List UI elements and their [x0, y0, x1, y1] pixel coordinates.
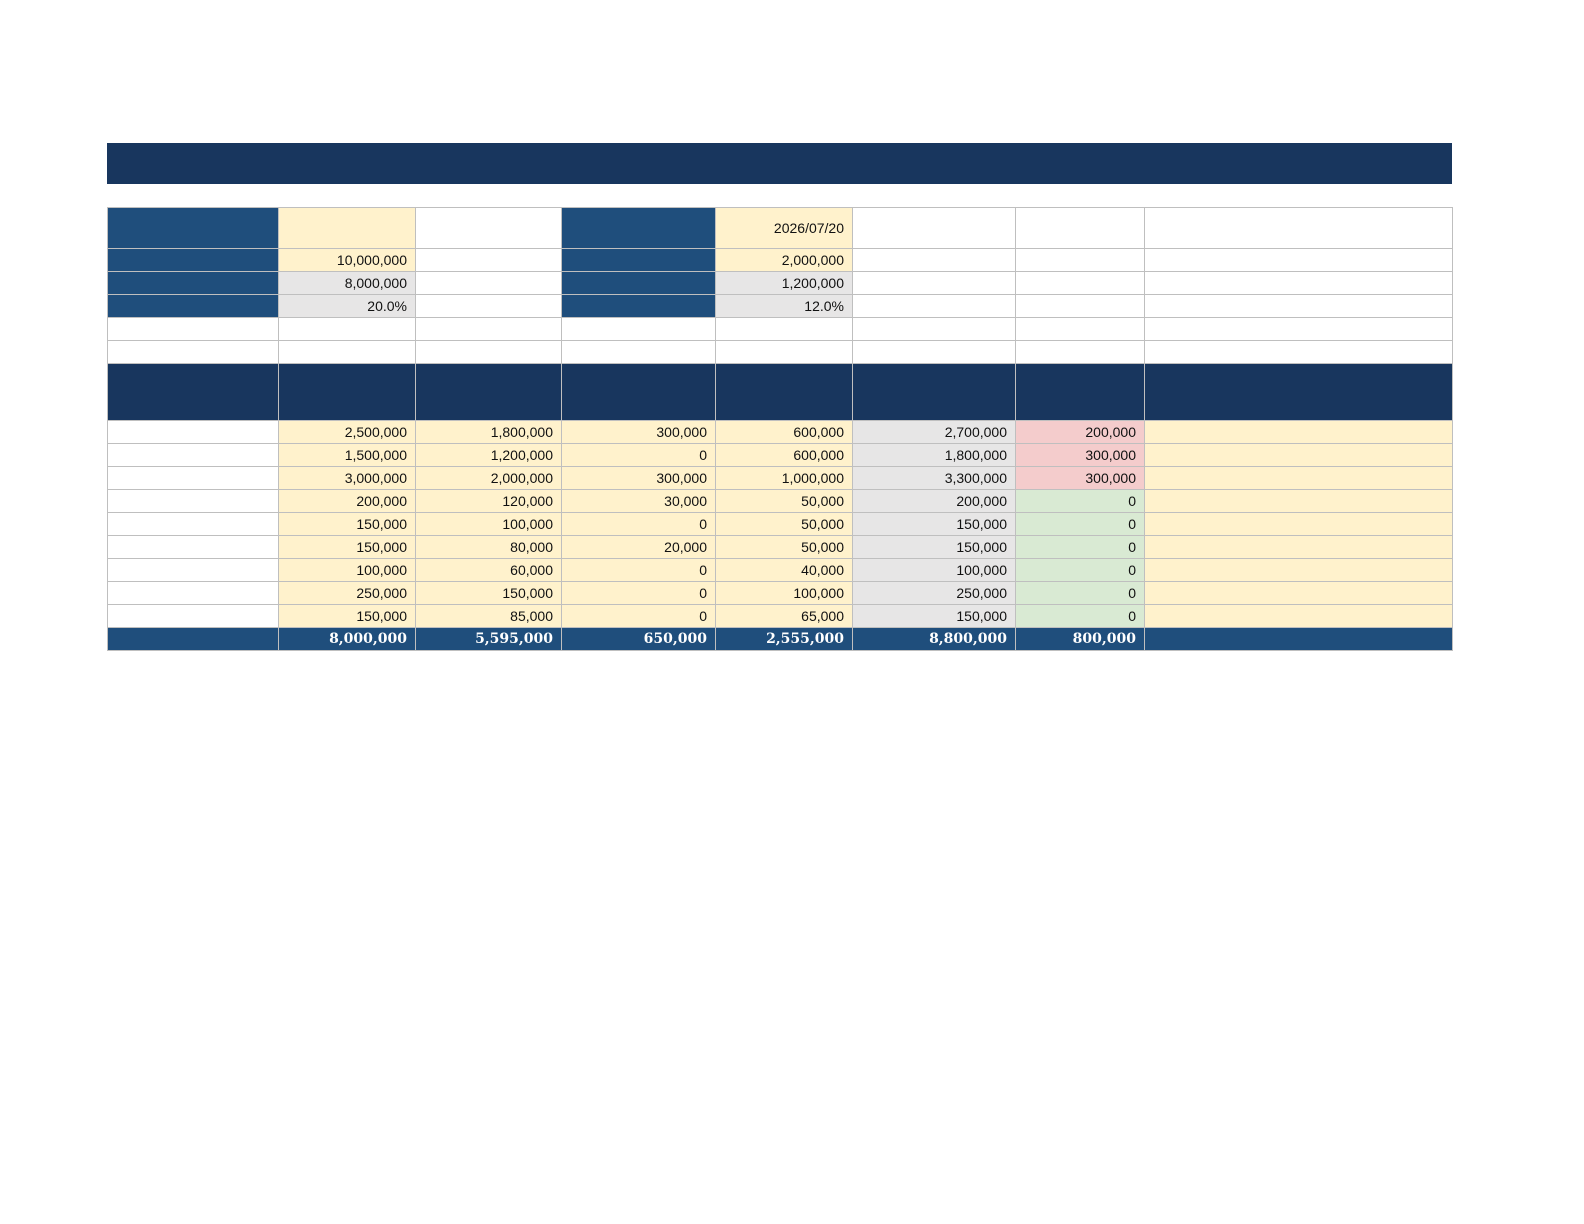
table-row — [108, 582, 1453, 605]
amount-cell[interactable]: 40,000 — [716, 559, 853, 582]
variance-cell[interactable]: 200,000 — [1016, 421, 1145, 444]
amount-cell[interactable]: 300,000 — [562, 421, 716, 444]
summary-value-cell[interactable]: 1,200,000 — [716, 272, 853, 295]
amount-cell[interactable]: 50,000 — [716, 536, 853, 559]
amount-cell[interactable]: 200,000 — [853, 490, 1016, 513]
table-header-row — [108, 364, 1453, 421]
amount-cell[interactable]: 80,000 — [416, 536, 562, 559]
total-cell: 5,595,000 — [416, 628, 562, 651]
amount-cell[interactable]: 30,000 — [562, 490, 716, 513]
row-label-cell[interactable] — [108, 559, 279, 582]
note-cell[interactable] — [1145, 582, 1453, 605]
total-cell: 8,000,000 — [279, 628, 416, 651]
column-header — [562, 364, 716, 421]
table-row — [108, 536, 1453, 559]
amount-cell[interactable]: 150,000 — [416, 582, 562, 605]
table-row — [108, 559, 1453, 582]
variance-cell[interactable]: 0 — [1016, 605, 1145, 628]
variance-cell[interactable]: 0 — [1016, 490, 1145, 513]
amount-cell[interactable]: 150,000 — [853, 513, 1016, 536]
row-label-cell[interactable] — [108, 605, 279, 628]
total-note-cell — [1145, 628, 1453, 651]
note-cell[interactable] — [1145, 421, 1453, 444]
total-cell: 800,000 — [1016, 628, 1145, 651]
summary-label-cell — [108, 249, 279, 272]
note-cell[interactable] — [1145, 467, 1453, 490]
amount-cell[interactable]: 150,000 — [279, 605, 416, 628]
summary-value-cell[interactable]: 2,000,000 — [716, 249, 853, 272]
amount-cell[interactable]: 150,000 — [853, 536, 1016, 559]
variance-cell[interactable]: 0 — [1016, 536, 1145, 559]
amount-cell[interactable]: 100,000 — [279, 559, 416, 582]
note-cell[interactable] — [1145, 536, 1453, 559]
note-cell[interactable] — [1145, 490, 1453, 513]
amount-cell[interactable]: 100,000 — [416, 513, 562, 536]
amount-cell[interactable]: 1,800,000 — [853, 444, 1016, 467]
totals-row — [108, 628, 1453, 651]
amount-cell[interactable]: 2,500,000 — [279, 421, 416, 444]
table-row — [108, 444, 1453, 467]
summary-percent-cell[interactable]: 20.0% — [279, 295, 416, 318]
amount-cell[interactable]: 2,700,000 — [853, 421, 1016, 444]
column-header — [416, 364, 562, 421]
variance-cell[interactable]: 0 — [1016, 559, 1145, 582]
summary-value-cell[interactable]: 10,000,000 — [279, 249, 416, 272]
summary-label-cell — [108, 272, 279, 295]
table-row — [108, 513, 1453, 536]
note-cell[interactable] — [1145, 444, 1453, 467]
amount-cell[interactable]: 50,000 — [716, 513, 853, 536]
amount-cell[interactable]: 2,000,000 — [416, 467, 562, 490]
column-header — [108, 364, 279, 421]
summary-input-cell[interactable] — [279, 208, 416, 249]
column-header — [716, 364, 853, 421]
totals-label-cell — [108, 628, 279, 651]
row-label-cell[interactable] — [108, 513, 279, 536]
summary-label-cell — [108, 295, 279, 318]
table-row — [108, 467, 1453, 490]
row-label-cell[interactable] — [108, 490, 279, 513]
table-row — [108, 421, 1453, 444]
total-cell: 2,555,000 — [716, 628, 853, 651]
amount-cell[interactable]: 200,000 — [279, 490, 416, 513]
amount-cell[interactable]: 1,500,000 — [279, 444, 416, 467]
summary-label-cell — [562, 208, 716, 249]
note-cell[interactable] — [1145, 513, 1453, 536]
summary-percent-cell[interactable]: 12.0% — [716, 295, 853, 318]
summary-label-cell — [108, 208, 279, 249]
amount-cell[interactable]: 20,000 — [562, 536, 716, 559]
summary-label-cell — [562, 272, 716, 295]
row-label-cell[interactable] — [108, 582, 279, 605]
table-row — [108, 490, 1453, 513]
amount-cell[interactable]: 250,000 — [853, 582, 1016, 605]
amount-cell[interactable]: 3,300,000 — [853, 467, 1016, 490]
amount-cell[interactable]: 0 — [562, 605, 716, 628]
total-cell: 8,800,000 — [853, 628, 1016, 651]
amount-cell[interactable]: 120,000 — [416, 490, 562, 513]
variance-cell[interactable]: 300,000 — [1016, 467, 1145, 490]
column-header — [1016, 364, 1145, 421]
summary-label-cell — [562, 295, 716, 318]
amount-cell[interactable]: 3,000,000 — [279, 467, 416, 490]
amount-cell[interactable]: 85,000 — [416, 605, 562, 628]
variance-cell[interactable]: 0 — [1016, 513, 1145, 536]
amount-cell[interactable]: 250,000 — [279, 582, 416, 605]
amount-cell[interactable]: 600,000 — [716, 421, 853, 444]
amount-cell[interactable]: 150,000 — [853, 605, 1016, 628]
amount-cell[interactable]: 1,000,000 — [716, 467, 853, 490]
amount-cell[interactable]: 300,000 — [562, 467, 716, 490]
total-cell: 650,000 — [562, 628, 716, 651]
summary-label-cell — [562, 249, 716, 272]
amount-cell[interactable]: 150,000 — [279, 513, 416, 536]
amount-cell[interactable]: 100,000 — [716, 582, 853, 605]
budget-sheet — [107, 207, 1453, 651]
row-label-cell[interactable] — [108, 536, 279, 559]
amount-cell[interactable]: 50,000 — [716, 490, 853, 513]
variance-cell[interactable]: 300,000 — [1016, 444, 1145, 467]
column-header — [279, 364, 416, 421]
note-cell[interactable] — [1145, 559, 1453, 582]
row-label-cell[interactable] — [108, 467, 279, 490]
amount-cell[interactable]: 60,000 — [416, 559, 562, 582]
variance-cell[interactable]: 0 — [1016, 582, 1145, 605]
date-cell[interactable]: 2026/07/20 — [716, 208, 853, 249]
sheet-title-bar — [107, 143, 1452, 184]
amount-cell[interactable]: 0 — [562, 559, 716, 582]
row-label-cell[interactable] — [108, 444, 279, 467]
note-cell[interactable] — [1145, 605, 1453, 628]
summary-value-cell[interactable]: 8,000,000 — [279, 272, 416, 295]
column-header — [1145, 364, 1453, 421]
amount-cell[interactable]: 150,000 — [279, 536, 416, 559]
row-label-cell[interactable] — [108, 421, 279, 444]
amount-cell[interactable]: 600,000 — [716, 444, 853, 467]
amount-cell[interactable]: 1,200,000 — [416, 444, 562, 467]
amount-cell[interactable]: 100,000 — [853, 559, 1016, 582]
amount-cell[interactable]: 0 — [562, 582, 716, 605]
table-row — [108, 605, 1453, 628]
amount-cell[interactable]: 65,000 — [716, 605, 853, 628]
amount-cell[interactable]: 1,800,000 — [416, 421, 562, 444]
amount-cell[interactable]: 0 — [562, 444, 716, 467]
column-header — [853, 364, 1016, 421]
amount-cell[interactable]: 0 — [562, 513, 716, 536]
